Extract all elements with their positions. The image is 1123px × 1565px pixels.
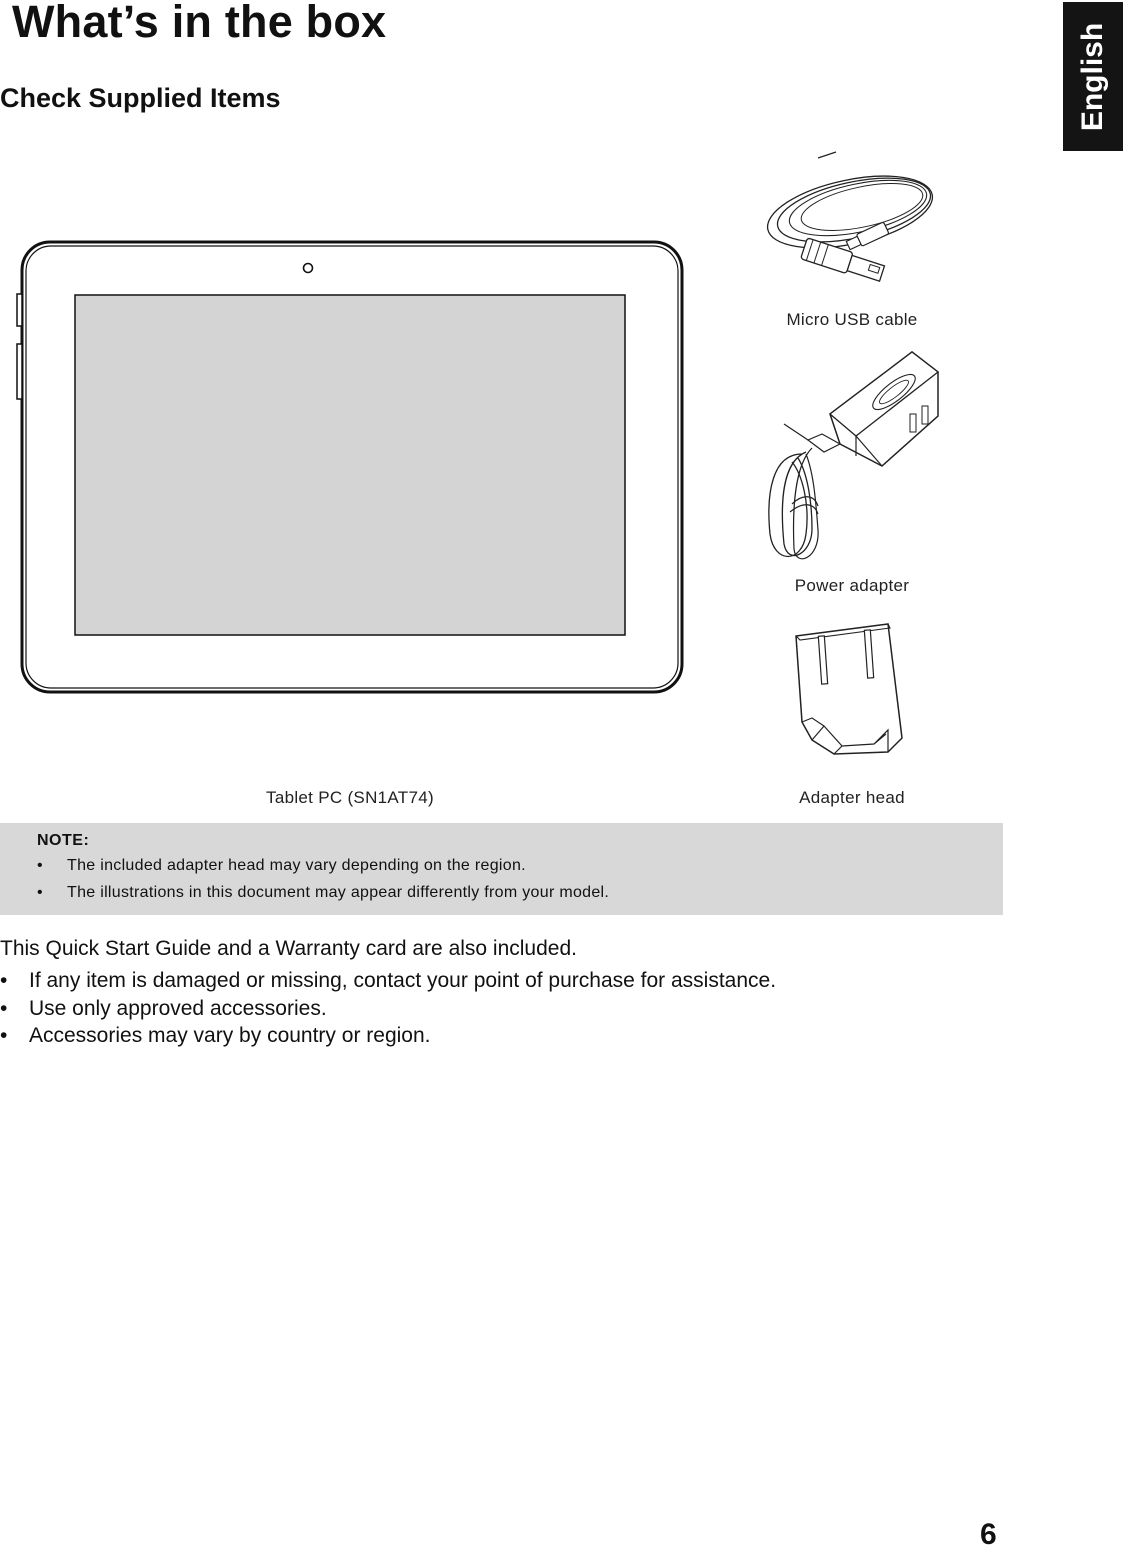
tablet-illustration (14, 236, 688, 698)
language-tab (1063, 2, 1123, 151)
note-item (37, 884, 609, 902)
list-item (0, 1024, 430, 1048)
intro-text: This Quick Start Guide and a Warranty card are also included. (0, 937, 577, 960)
note-bullet: • (37, 857, 43, 874)
power-adapter-illustration (762, 344, 944, 570)
usb-cable-illustration (762, 150, 942, 290)
section-title: Check Supplied Items (0, 83, 281, 113)
page-number: 6 (980, 1518, 997, 1551)
adapter-head-illustration (790, 622, 910, 762)
adapter-head-caption: Adapter head (799, 788, 905, 807)
page-title: What’s in the box (12, 0, 387, 47)
note-title: NOTE: (37, 832, 90, 849)
language-tab-label: English (1076, 22, 1109, 131)
list-bullet: • (0, 969, 8, 992)
note-box (0, 823, 1003, 915)
list-item-text: If any item is damaged or missing, contact your point of purchase for assistance. (29, 969, 777, 992)
note-bullet: • (37, 884, 43, 901)
list-item (0, 997, 327, 1021)
power-adapter-caption: Power adapter (794, 576, 910, 595)
note-item-text: The illustrations in this document may appear differently from your model. (67, 884, 610, 901)
list-item (0, 969, 776, 993)
list-bullet: • (0, 1024, 8, 1047)
list-item-text: Use only approved accessories. (29, 997, 327, 1020)
note-item-text: The included adapter head may vary depending on the region. (67, 857, 526, 874)
list-item-text: Accessories may vary by country or region. (29, 1024, 431, 1047)
usb-cable-caption: Micro USB cable (786, 310, 918, 329)
list-bullet: • (0, 997, 8, 1020)
tablet-caption: Tablet PC (SN1AT74) (266, 788, 434, 807)
note-item (37, 857, 526, 875)
